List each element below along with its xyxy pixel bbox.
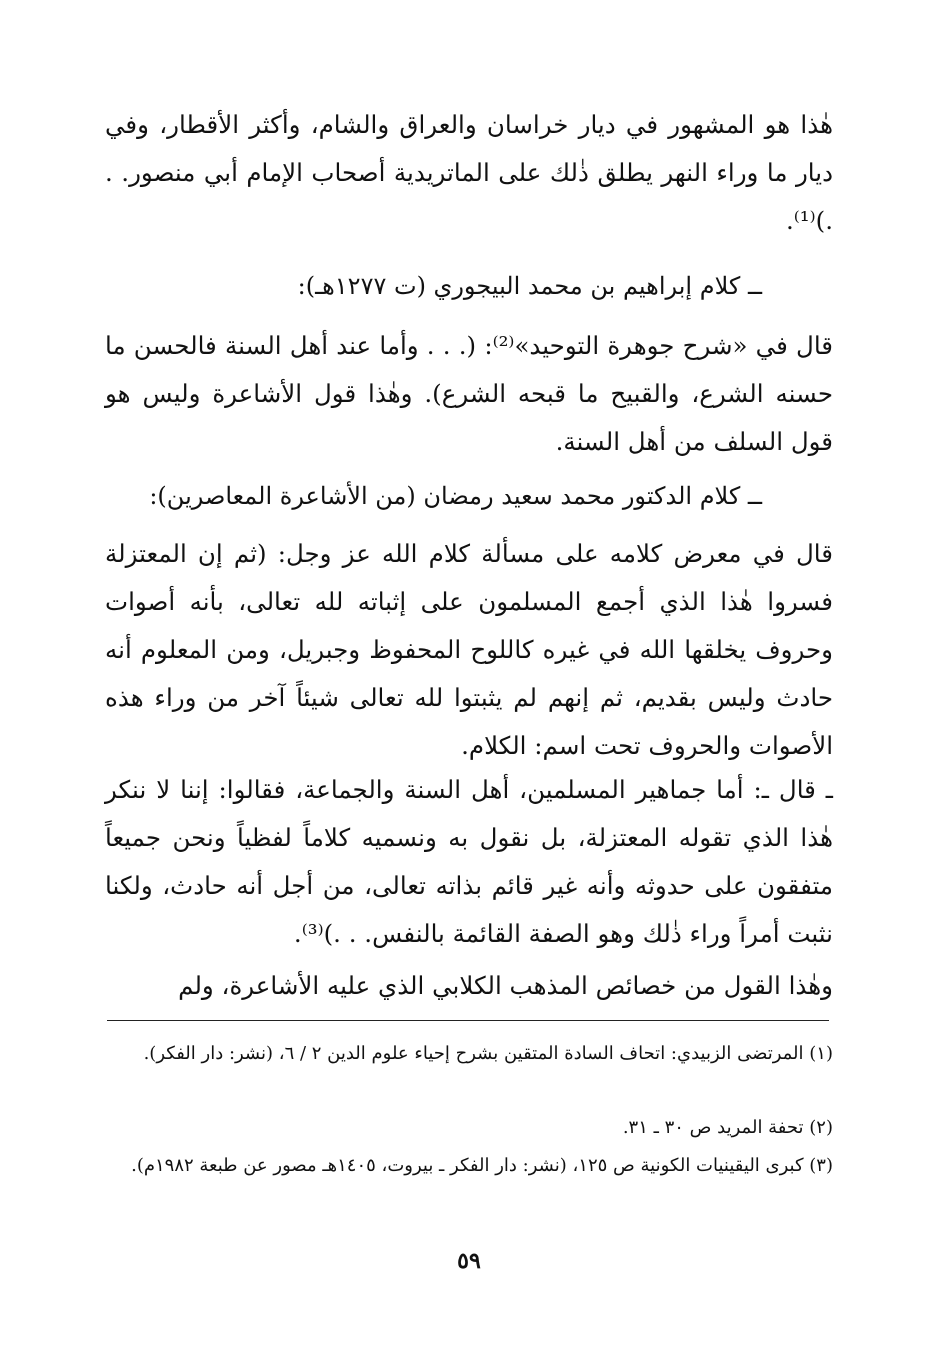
section-heading-bajuri: ــ كلام إبراهيم بن محمد البيجوري (ت ١٢٧٧هـ): bbox=[297, 272, 762, 300]
footnote-3: (٣) كبرى اليقينيات الكونية ص ١٢٥، (نشر: دار الفكر ـ بيروت، ١٤٠٥هـ مصور عن طبعة ١٩٨٢م). bbox=[131, 1155, 833, 1176]
footnote-1: (١) المرتضى الزبيدي: اتحاف السادة المتقين بشرح إحياء علوم الدين ٢ / ٦، (نشر: دار الفكر). bbox=[143, 1043, 833, 1064]
page-number: ٥٩ bbox=[457, 1248, 481, 1274]
section-heading-ramadan: ــ كلام الدكتور محمد سعيد رمضان (من الأشاعرة المعاصرين): bbox=[149, 482, 762, 510]
paragraph-2: قال في «شرح جوهرة التوحيد»⁽²⁾: (. . . وأما عند أهل السنة فالحسن ما حسنه الشرع، والقبيح ما قبحه الشرع). وهٰذا قول الأشاعرة وليس هو قول السلف من أهل السنة. bbox=[105, 331, 833, 456]
paragraph-3: قال في معرض كلامه على مسألة كلام الله عز وجل: (ثم إن المعتزلة فسروا هٰذا الذي أجمع المسلمون على إثباته لله تعالى، بأنه أصوات وحروف يخلقها الله في غيره كاللوح المحفوظ وجبريل، ومن المعلوم أنه حادث وليس بقديم، ثم إنهم لم يثبتوا لله تعالى شيئاً آخر من وراء هذه الأصوات والحروف تحت اسم: الكلام. bbox=[105, 539, 833, 760]
paragraph-1: هٰذا هو المشهور في ديار خراسان والعراق والشام، وأكثر الأقطار، وفي ديار ما وراء النهر يطلق ذٰلك على الماتريدية أصحاب الإمام أبي منصور. . .)⁽¹⁾. bbox=[105, 110, 833, 235]
footnote-separator bbox=[107, 1020, 829, 1021]
paragraph-5: وهٰذا القول من خصائص المذهب الكلابي الذي عليه الأشاعرة، ولم bbox=[178, 971, 833, 1000]
paragraph-4: ـ قال ـ: أما جماهير المسلمين، أهل السنة والجماعة، فقالوا: إننا لا ننكر هٰذا الذي تقوله المعتزلة، بل نقول به ونسميه كلاماً لفظياً ونحن جميعاً متفقون على حدوثه وأنه غير قائم بذاته تعالى، من أجل أنه حادث، ولكنا نثبت أمراً وراء ذٰلك وهو الصفة القائمة بالنفس. . .)⁽³⁾. bbox=[105, 775, 833, 948]
footnote-2: (٢) تحفة المريد ص ٣٠ ـ ٣١. bbox=[622, 1117, 833, 1138]
